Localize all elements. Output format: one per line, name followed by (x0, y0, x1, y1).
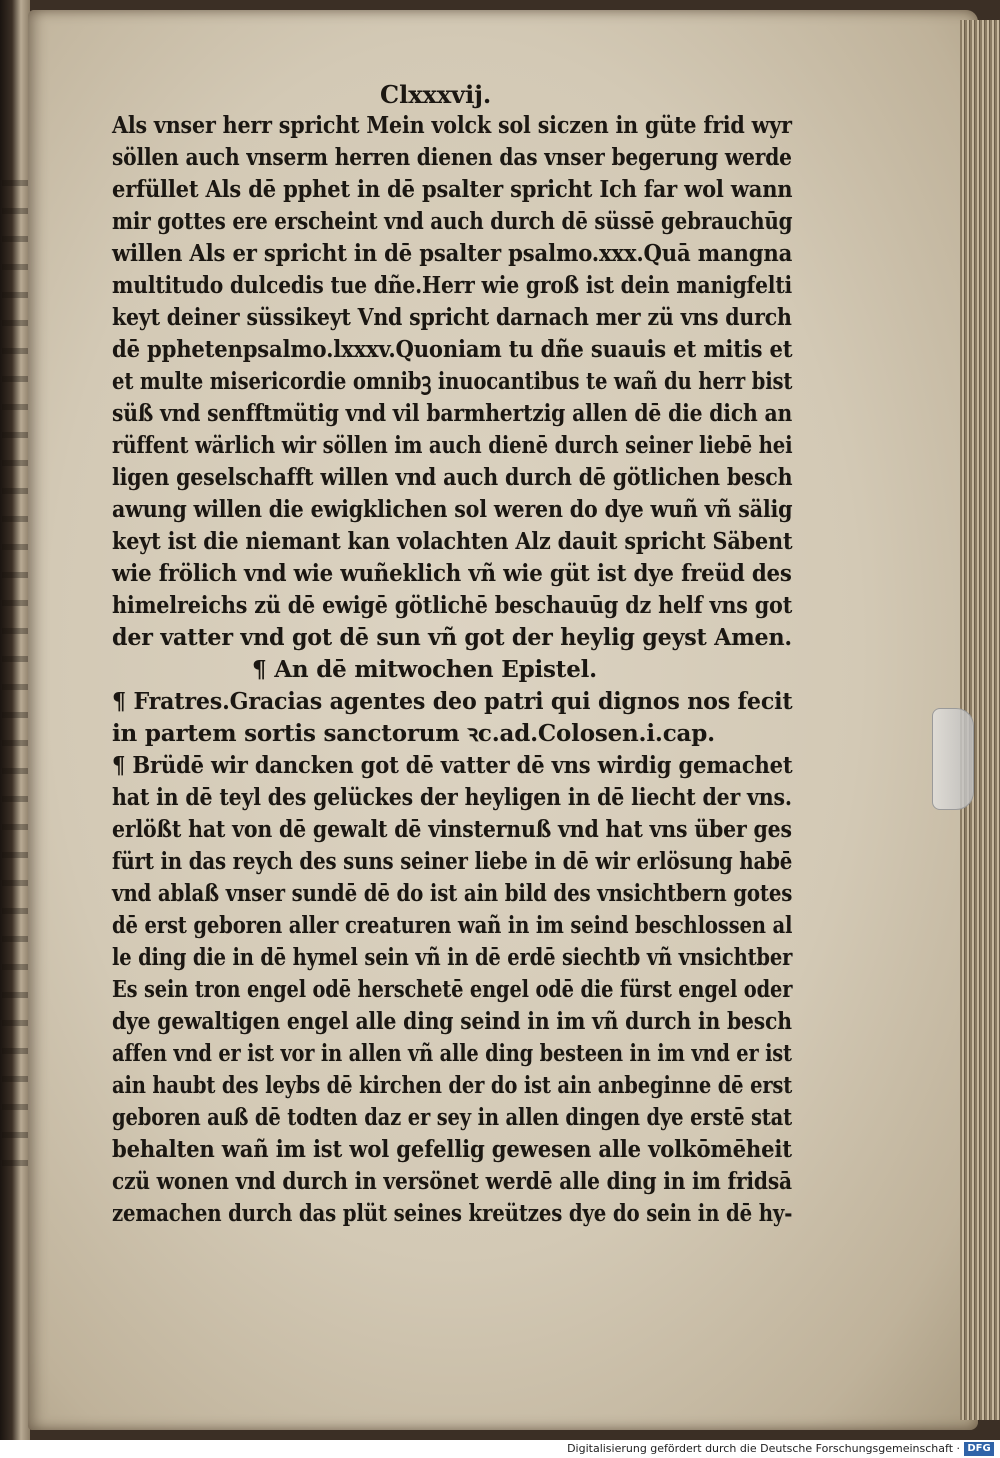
text-line: awung willen die ewigklichen sol weren do dye wuñ vñ sälig (112, 496, 793, 523)
text-line: dye gewaltigen engel alle ding seind in im vñ durch in besch (112, 1008, 792, 1035)
text-line: keyt ist die niemant kan volachten Alz dauit spricht Säbent (112, 528, 793, 555)
text-line: multitudo dulcedis tue dñe.Herr wie groß ist dein manigfelti (112, 272, 793, 299)
text-line: keyt deiner süssikeyt Vnd spricht darnach mer zü vns durch (112, 304, 792, 331)
text-line: himelreichs zü dē ewigē götlichē beschauūg dz helf vns got (112, 592, 793, 619)
text-line: in partem sortis sanctorum ꝛc.ad.Colosen.i.cap. (112, 720, 715, 747)
text-line: mir gottes ere erscheint vnd auch durch dē süssē gebrauchūg (112, 208, 793, 235)
text-line: söllen auch vnserm herren dienen das vnser begerung werde (112, 144, 792, 171)
text-line: süß vnd senfftmütig vnd vil barmhertzig allen dē die dich an (112, 400, 793, 427)
text-line: ain haubt des leybs dē kirchen der do ist ain anbeginne dē erst (112, 1072, 793, 1099)
text-line: dē erst geboren aller creaturen wañ in im seind beschlossen al (112, 912, 793, 939)
page-clip (932, 708, 974, 810)
text-line: erlößt hat von dē gewalt dē vinsternuß vnd hat vns über ges (112, 816, 792, 843)
dfg-logo: DFG (964, 1442, 994, 1456)
facing-page-edge (0, 0, 30, 1440)
text-line: Es sein tron engel odē herschetē engel odē die fürst engel oder (112, 976, 793, 1003)
text-line: geboren auß dē todten daz er sey in allen dingen dye erstē stat (112, 1104, 792, 1131)
text-line: Als vnser herr spricht Mein volck sol siczen in güte frid wyr (112, 112, 792, 139)
folio-number: Clxxxvij. (380, 80, 492, 109)
text-line: behalten wañ im ist wol gefellig gewesen alle volkōmēheit (112, 1136, 792, 1163)
text-line: rüffent wärlich wir söllen im auch dienē durch seiner liebē hei (112, 432, 793, 459)
funding-credit: Digitalisierung gefördert durch die Deutsche Forschungsgemeinschaft · (567, 1442, 960, 1455)
text-line: le ding die in dē hymel sein vñ in dē erdē siechtb vñ vnsichtber (112, 944, 793, 971)
text-line: der vatter vnd got dē sun vñ got der heylig geyst Amen. (112, 624, 792, 651)
text-line: czü wonen vnd durch in versönet werdē alle ding in im fridsā (112, 1168, 792, 1195)
section-heading: ¶ An dē mitwochen Epistel. (252, 656, 597, 683)
text-line: wie frölich vnd wie wuñeklich vñ wie güt ist dye freüd des (112, 560, 792, 587)
text-line: et multe misericordie omnibꝫ inuocantibus te wañ du herr bist (112, 368, 793, 395)
text-line: ¶ Brüdē wir dancken got dē vatter dē vns wirdig gemachet (112, 752, 793, 779)
text-line: ¶ Fratres.Gracias agentes deo patri qui dignos nos fecit (112, 688, 793, 715)
text-line: affen vnd er ist vor in allen vñ alle ding besteen in im vnd er ist (112, 1040, 792, 1067)
text-line: fürt in das reych des suns seiner liebe in dē wir erlösung habē (112, 848, 793, 875)
text-line: willen Als er spricht in dē psalter psalmo.xxx.Quā mangna (112, 240, 793, 267)
text-line: erfüllet Als dē pphet in dē psalter spricht Ich far wol wann (112, 176, 793, 203)
text-line: dē pphetenpsalmo.lxxxv.Quoniam tu dñe suauis et mitis et (112, 336, 793, 363)
text-line: ligen geselschafft willen vnd auch durch dē götlichen besch (112, 464, 793, 491)
footer-bar (0, 1440, 1000, 1458)
text-line: hat in dē teyl des gelückes der heyligen in dē liecht der vns. (112, 784, 792, 811)
text-line: zemachen durch das plüt seines kreützes dye do sein in dē hy- (112, 1200, 793, 1227)
text-line: vnd ablaß vnser sundē dē do ist ain bild des vnsichtbern gotes (112, 880, 793, 907)
